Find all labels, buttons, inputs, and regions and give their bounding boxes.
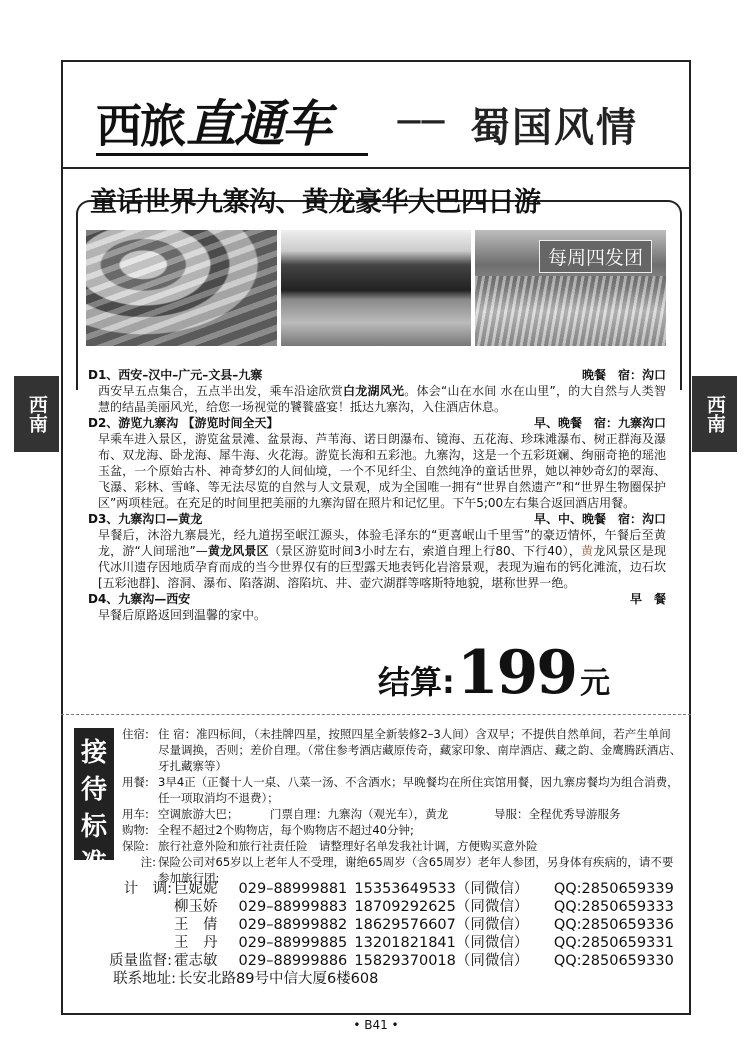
- day-description: [88, 383, 666, 415]
- contact-mobile: 18629576607（同微信）: [354, 917, 529, 933]
- day-heading: D2、游览九寨沟 【游览时间全天】: [88, 416, 279, 430]
- contact-name: 霍志敏: [173, 953, 218, 969]
- day-meals-lodging: 早、中、晚餐 宿：沟口: [533, 512, 666, 526]
- brand-separator: ——: [396, 106, 444, 136]
- day-description: 早餐后原路返回到温馨的家中。: [98, 608, 267, 622]
- contact-qq: 2850659330: [581, 953, 674, 969]
- row-label: 住宿:: [122, 727, 149, 741]
- contact-phone: 029–88999883: [238, 899, 348, 915]
- reception-tag-char: 准: [80, 849, 107, 879]
- reception-tag-char: 接: [80, 738, 107, 768]
- qq-label: QQ:: [553, 953, 582, 969]
- price-value: 199: [456, 638, 577, 708]
- contact-qq: 2850659336: [581, 917, 674, 933]
- contact-row: [96, 880, 686, 898]
- photo-calcified-terraces: [475, 230, 666, 346]
- reception-tag: [74, 728, 114, 879]
- day-meals-lodging: 晚餐 宿：沟口: [581, 368, 666, 382]
- qq-label: QQ:: [553, 881, 582, 897]
- day-meals-lodging: 早、晚餐 宿：九寨沟口: [533, 416, 666, 430]
- contact-row: [96, 934, 686, 952]
- qq-label: QQ:: [553, 917, 582, 933]
- brand-underline: [96, 153, 368, 156]
- day-text: 龙风景区是现代冰川遗存因地质孕育而成的当今世界仅有的巨型露天地表钙化岩溶景观，表现为遍布的钙化滩流，边石坎[五彩池群]、溶洞、瀑布、陷落湖、溶陷坑、井、壶穴湖群等喀斯特地貌，堪称世界一绝。: [98, 544, 666, 590]
- row-text: 3早4正（正餐十人一桌、八菜一汤、不含酒水；早晚餐均在所住宾馆用餐，因九寨房餐均为组合消费，任一项取消均不退费）；: [158, 775, 679, 805]
- row-label: 注:: [140, 855, 156, 869]
- contact-mobile: 15353649533（同微信）: [354, 881, 529, 897]
- guide-text: 导服：全程优秀导游服务: [494, 807, 621, 821]
- row-text: 全程不超过2个购物店，每个购物店不超过40分钟;: [158, 823, 414, 837]
- day-description: 早乘车进入景区，游览盆景滩、盆景海、芦苇海、诺日朗瀑布、镜海、五花海、珍珠滩瀑布、树正群海及瀑布、双龙海、卧龙海、犀牛海、火花海。游览长海和五彩池。九寨沟，这是一个五彩斑斓、绚丽奇艳的瑶池玉盆，一个原始古朴、神奇梦幻的人间仙境，一个不见纤尘、自然纯净的童话世界，她以神妙奇幻的翠海、飞瀑、彩林、雪峰、等无法尽览的自然与人文景观，成为全国唯一拥有“世界自然遗产”和“世界生物圈保护区”两项桂冠。在充足的时间里把美丽的九寨沟留在照片和记忆里。下午5;00左右集合返回酒店用餐。: [98, 432, 666, 510]
- itinerary-day-3: [88, 511, 666, 591]
- contact-phone: 029–88999882: [238, 917, 348, 933]
- contact-qq: 2850659331: [581, 935, 674, 951]
- photo-mountain-lake: [281, 230, 472, 346]
- address-text: 长安北路89号中信大厦6楼608: [178, 971, 379, 987]
- contact-name: 王 丹: [173, 935, 218, 951]
- page-number: • B41 •: [353, 1018, 399, 1032]
- day-highlight-brown: 黄: [581, 544, 594, 558]
- contact-phone: 029–88999885: [238, 935, 348, 951]
- contact-row: [96, 952, 686, 970]
- itinerary-day-1: [88, 367, 666, 415]
- supervisor-label: 质量监督:: [109, 953, 172, 969]
- day-text: 早餐后，沐浴九寨晨光，经九道拐至岷江源头，体验毛泽东的“更喜岷山千里雪”的豪迈情怀，午餐后至黄龙，游“人间瑶池”—: [98, 528, 666, 558]
- meals-row: [122, 774, 682, 806]
- reception-tag-char: 标: [80, 812, 107, 842]
- row-text: 保险公司对65岁以上老年人不受理，谢绝65周岁（含65周岁）老年人参团，另身体有疾病的，请不要参加旅行团;: [158, 855, 674, 885]
- row-label: 用餐:: [122, 775, 149, 789]
- transport-row: [122, 806, 682, 822]
- itinerary: [88, 367, 666, 623]
- side-tab-left: [14, 376, 59, 452]
- row-label: 购物:: [122, 823, 149, 837]
- tickets-text: 门票自理：九寨沟（观光车），黄龙: [270, 807, 449, 821]
- contact-phone: 029–88999881: [238, 881, 348, 897]
- address-row: [96, 970, 686, 988]
- row-text: 旅行社意外险和旅行社责任险 请整理好名单发我社计调，方便购买意外险: [158, 839, 538, 853]
- qq-label: QQ:: [553, 899, 582, 915]
- contact-name: 柳玉娇: [173, 899, 218, 915]
- day-text: （景区游览时间3小时左右，索道自理上行80、下行40），: [268, 544, 582, 558]
- brand-logo: [96, 86, 330, 156]
- day-heading: D1、西安–汉中–广元–文县–九寨: [88, 368, 263, 382]
- row-label: 保险:: [122, 839, 149, 853]
- day-meals-lodging: 早 餐: [629, 592, 666, 606]
- reception-standards: [122, 726, 682, 886]
- header-divider: [61, 167, 691, 169]
- day-heading: D3、九寨沟口—黄龙: [88, 512, 203, 526]
- day-description: [88, 527, 666, 591]
- itinerary-day-2: [88, 415, 666, 511]
- schedule-badge: 每周四发团: [539, 240, 652, 273]
- side-tab-right-label: 西南: [703, 395, 726, 433]
- contact-row: [96, 916, 686, 934]
- qq-label: QQ:: [553, 935, 582, 951]
- lodging-row: [122, 726, 682, 774]
- itinerary-day-4: [88, 591, 666, 623]
- contact-qq: 2850659339: [581, 881, 674, 897]
- brand-subtitle: 蜀国风情: [470, 104, 638, 151]
- tour-title: 童话世界九寨沟、黄龙豪华大巴四日游: [90, 187, 541, 218]
- price-unit: 元: [580, 666, 611, 701]
- photo-travertine-pools: [86, 230, 277, 346]
- planner-label: 计 调:: [123, 881, 172, 897]
- side-tab-left-label: 西南: [25, 395, 48, 433]
- contacts: [96, 880, 686, 988]
- shopping-row: [122, 822, 682, 838]
- day-text: 西安早五点集合，五点半出发，乘车沿途欣赏: [98, 384, 343, 398]
- day-heading: D4、九寨沟—西安: [88, 592, 191, 606]
- day-highlight: 黄龙风景区: [207, 544, 269, 558]
- section-divider: [61, 714, 691, 715]
- contact-phone: 029–88999886: [238, 953, 348, 969]
- address-label: 联系地址:: [113, 971, 176, 987]
- side-tab-right: [692, 376, 737, 452]
- settlement-label: 结算:: [378, 663, 455, 701]
- brand-main-b: 直通车: [186, 95, 330, 153]
- row-text: 空调旅游大巴；: [158, 807, 239, 821]
- contact-row: [96, 898, 686, 916]
- photo-strip: [86, 230, 666, 346]
- contact-mobile: 13201821841（同微信）: [354, 935, 529, 951]
- day-highlight: 白龙湖风光: [343, 384, 405, 398]
- contact-mobile: 15829370018（同微信）: [354, 953, 529, 969]
- contact-name: 巨妮妮: [173, 881, 218, 897]
- row-label: 用车:: [122, 807, 149, 821]
- contact-name: 王 倩: [173, 917, 218, 933]
- day-text: 。体会“山在水间 水在山里”，的大自然与人类智慧的结晶美丽风光，给您一场视觉的饕餮盛宴！抵达九寨沟，入住酒店休息。: [98, 384, 666, 414]
- brand-main-a: 西旅: [96, 99, 184, 153]
- contact-qq: 2850659333: [581, 899, 674, 915]
- reception-tag-char: 待: [80, 775, 107, 805]
- contact-mobile: 18709292625（同微信）: [354, 899, 529, 915]
- row-text: 住 宿：准四标间，（未挂牌四星，按照四星全新装修2–3人间）含双早；不提供自然单间，若产生单间尽量调换，否则；差价自理。（常住参考酒店藏原传奇，藏家印象、南岸酒店、藏之韵、金鹰腾跃酒店、牙扎藏寨等）: [158, 727, 682, 773]
- settlement-price: [378, 638, 610, 708]
- insurance-row: [122, 838, 682, 854]
